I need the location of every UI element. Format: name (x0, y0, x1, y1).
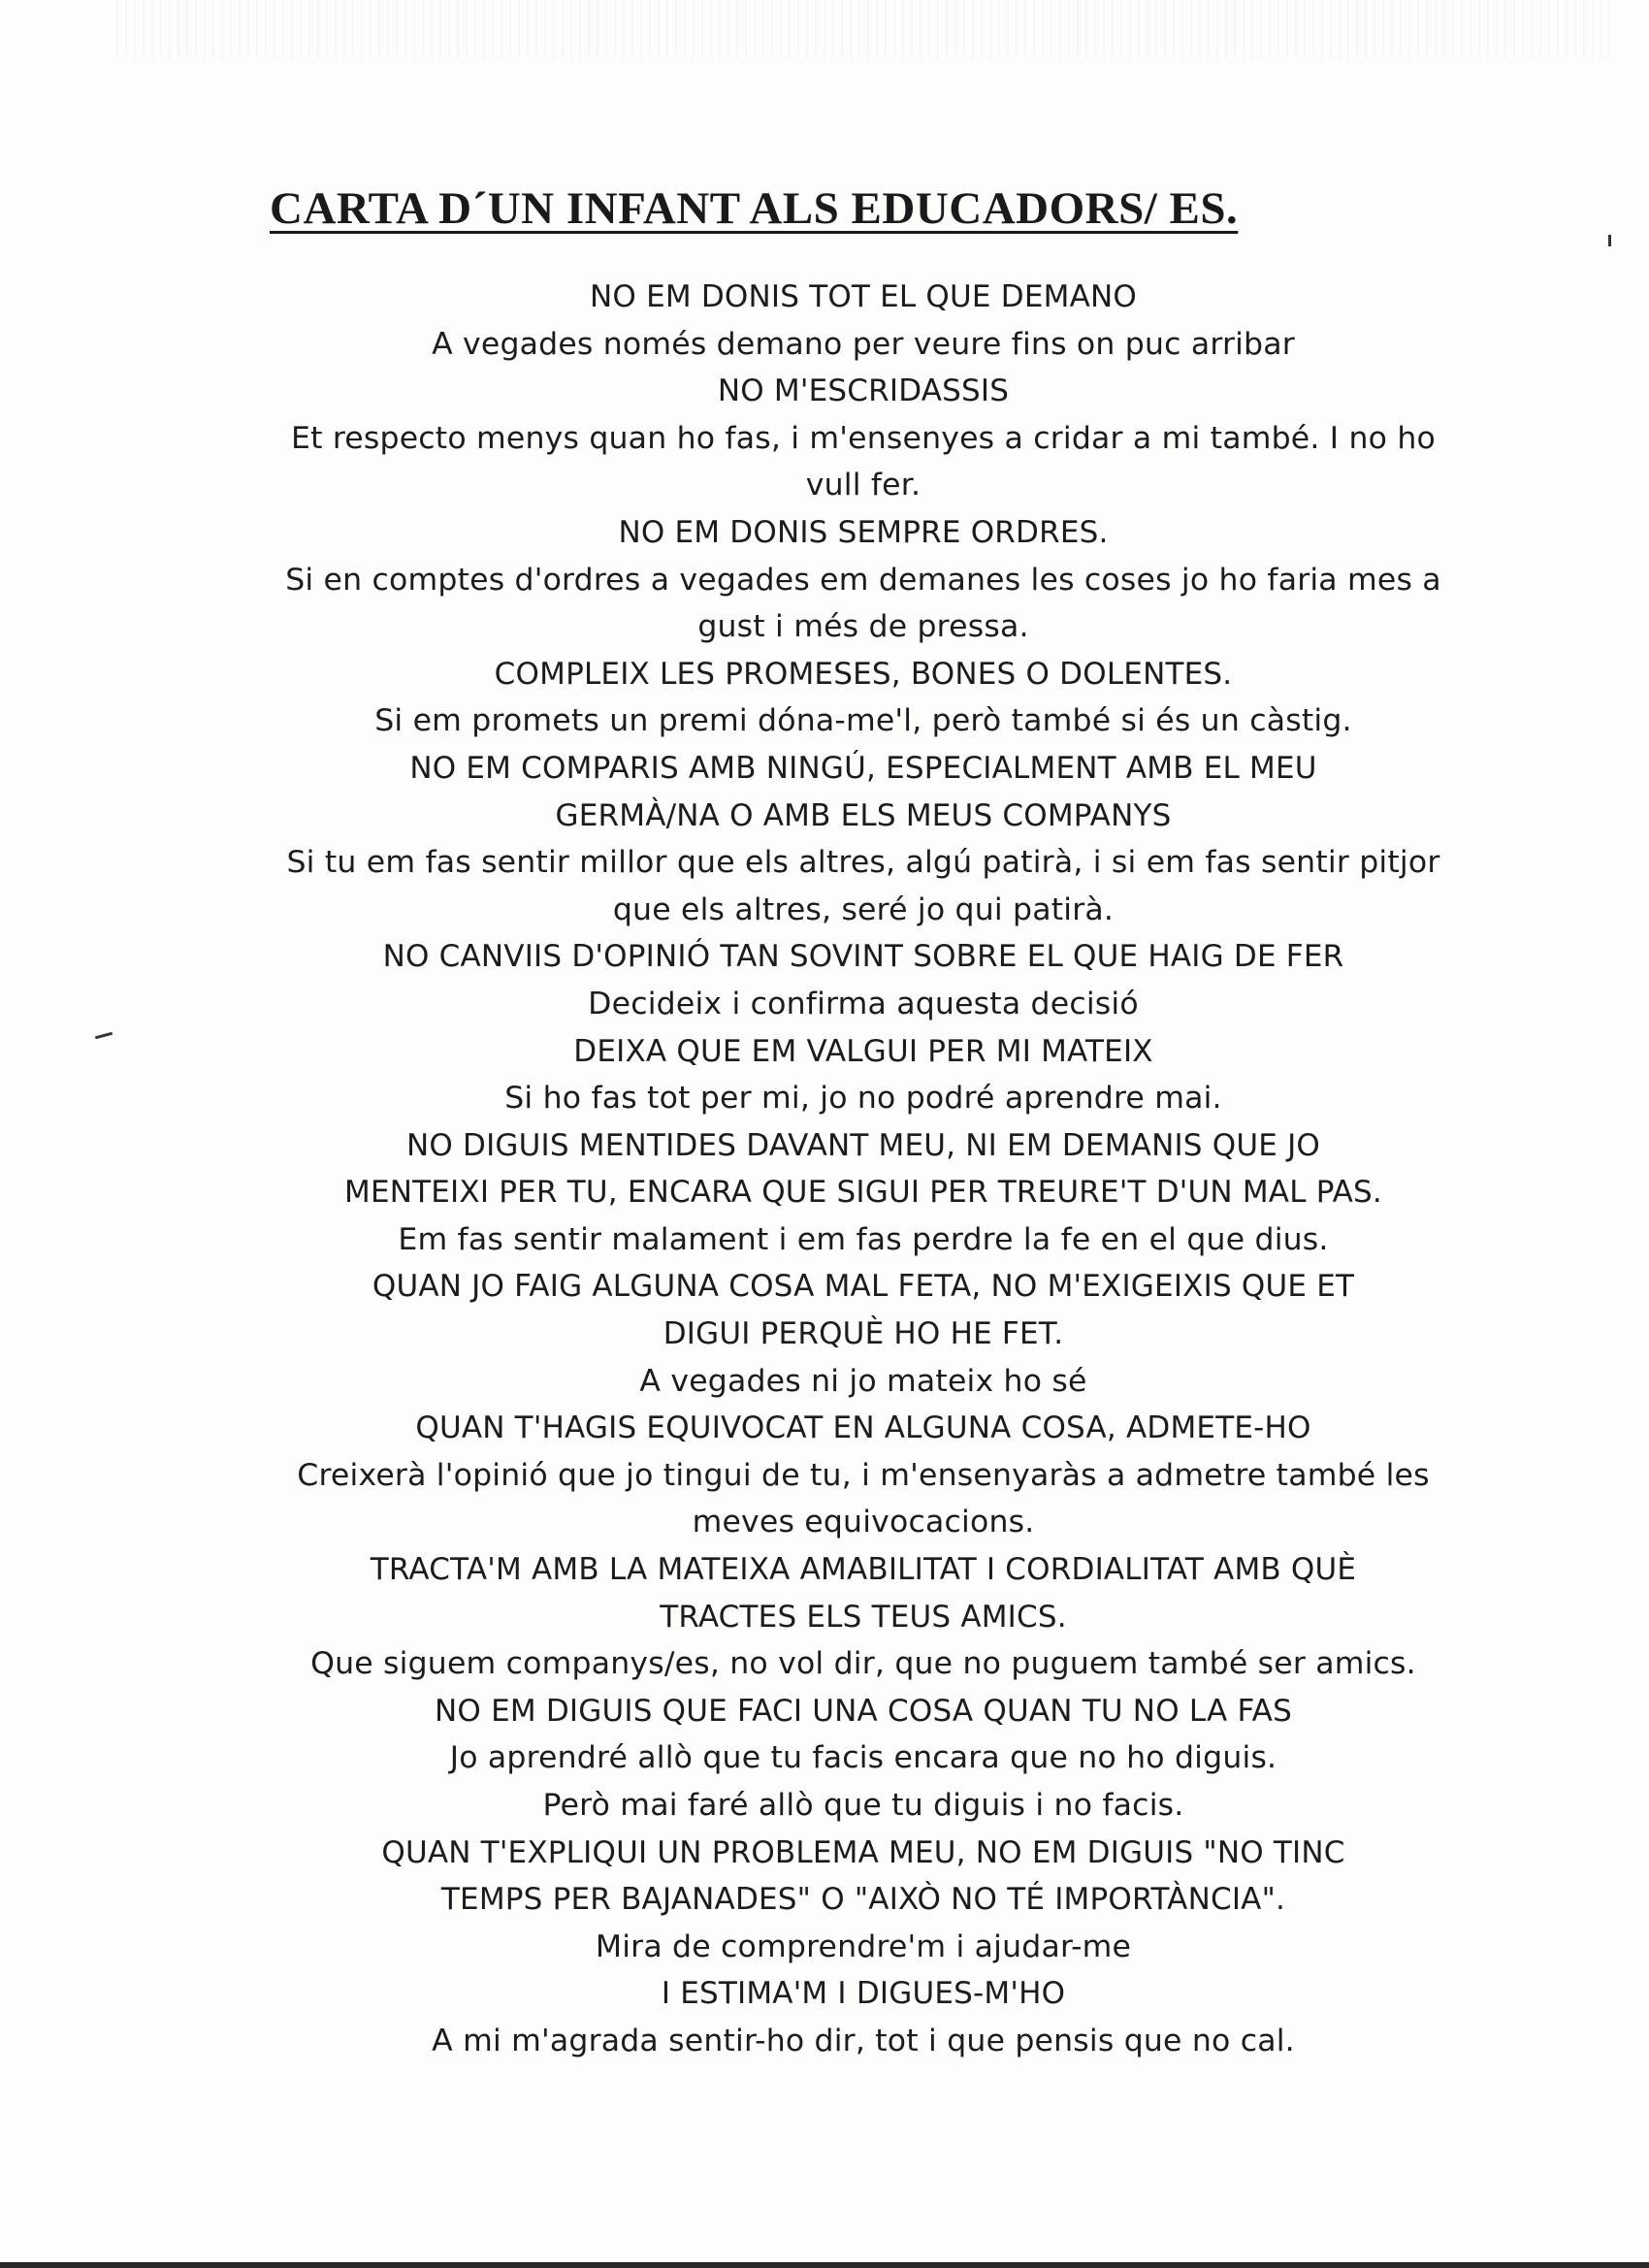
rule-line: COMPLEIX LES PROMESES, BONES O DOLENTES. (494, 656, 1233, 692)
reason-line: A mi m'agrada sentir-ho dir, tot i que pensis que no cal. (432, 2023, 1295, 2058)
reason-line: vull fer. (805, 468, 922, 503)
scan-mark-right (1608, 235, 1611, 246)
rule-line: TRACTA'M AMB LA MATEIXA AMABILITAT I CORDIALITAT AMB QUÈ (370, 1552, 1357, 1588)
reason-line: Que siguem companys/es, no vol dir, que no puguem també ser amics. (310, 1646, 1416, 1682)
reason-line: Em fas sentir malament i em fas perdre la fe en el que dius. (398, 1221, 1329, 1257)
rule-line: NO EM COMPARIS AMB NINGÚ, ESPECIALMENT AMB EL MEU (409, 750, 1317, 786)
rule-line: TEMPS PER BAJANADES" O "AIXÒ NO TÉ IMPORTÀNCIA". (440, 1882, 1286, 1918)
scan-edge (0, 2262, 1649, 2268)
document-title: CARTA D´UN INFANT ALS EDUCADORS/ ES. (270, 183, 1239, 234)
rule-line: QUAN T'EXPLIQUI UN PROBLEMA MEU, NO EM DIGUIS "NO TINC (381, 1834, 1345, 1870)
scan-mark-left (95, 1032, 113, 1040)
reason-line: que els altres, seré jo qui patirà. (612, 891, 1115, 927)
scan-noise (116, 0, 1610, 58)
rule-line: DIGUI PERQUÈ HO HE FET. (663, 1316, 1064, 1352)
rule-line: DEIXA QUE EM VALGUI PER MI MATEIX (573, 1033, 1153, 1069)
reason-line: Si ho fas tot per mi, jo no podré aprendre mai. (504, 1081, 1222, 1117)
reason-line: Creixerà l'opinió que jo tingui de tu, i m'ensenyaràs a admetre també les (297, 1457, 1430, 1493)
letter-body (204, 274, 1523, 2065)
reason-line: meves equivocacions. (692, 1505, 1035, 1540)
rule-line: NO EM DONIS TOT EL QUE DEMANO (590, 279, 1137, 314)
rule-line: NO EM DONIS SEMPRE ORDRES. (618, 514, 1109, 550)
rule-line: NO DIGUIS MENTIDES DAVANT MEU, NI EM DEMANIS QUE JO (405, 1127, 1321, 1163)
reason-line: Jo aprendré allò que tu facis encara que no ho diguis. (449, 1740, 1277, 1776)
rule-line: GERMÀ/NA O AMB ELS MEUS COMPANYS (555, 797, 1172, 833)
rule-line: NO M'ESCRIDASSIS (717, 373, 1010, 409)
reason-line: Si en comptes d'ordres a vegades em demanes les coses jo ho faria mes a (285, 562, 1441, 598)
rule-line: QUAN JO FAIG ALGUNA COSA MAL FETA, NO M'EXIGEIXIS QUE ET (372, 1269, 1355, 1305)
reason-line: Si em promets un premi dóna-me'l, però també si és un càstig. (374, 703, 1352, 739)
rule-line: TRACTES ELS TEUS AMICS. (660, 1599, 1067, 1635)
rule-line: NO EM DIGUIS QUE FACI UNA COSA QUAN TU NO LA FAS (435, 1693, 1292, 1729)
reason-line: A vegades ni jo mateix ho sé (639, 1363, 1087, 1399)
reason-line: gust i més de pressa. (697, 609, 1029, 645)
reason-line: Però mai faré allò que tu diguis i no facis. (542, 1788, 1184, 1823)
reason-line: Et respecto menys quan ho fas, i m'ensenyes a cridar a mi també. I no ho (290, 420, 1436, 456)
reason-line: Si tu em fas sentir millor que els altres, algú patirà, i si em fas sentir pitjor (286, 845, 1440, 881)
reason-line: Mira de comprendre'm i ajudar-me (595, 1928, 1132, 1964)
rule-line: MENTEIXI PER TU, ENCARA QUE SIGUI PER TREURE'T D'UN MAL PAS. (344, 1175, 1382, 1211)
reason-line: Decideix i confirma aquesta decisió (588, 986, 1139, 1021)
rule-line: NO CANVIIS D'OPINIÓ TAN SOVINT SOBRE EL QUE HAIG DE FER (382, 939, 1344, 975)
reason-line: A vegades només demano per veure fins on puc arribar (432, 326, 1295, 362)
rule-line: QUAN T'HAGIS EQUIVOCAT EN ALGUNA COSA, ADMETE-HO (415, 1410, 1311, 1446)
rule-line: I ESTIMA'M I DIGUES-M'HO (661, 1976, 1066, 2012)
